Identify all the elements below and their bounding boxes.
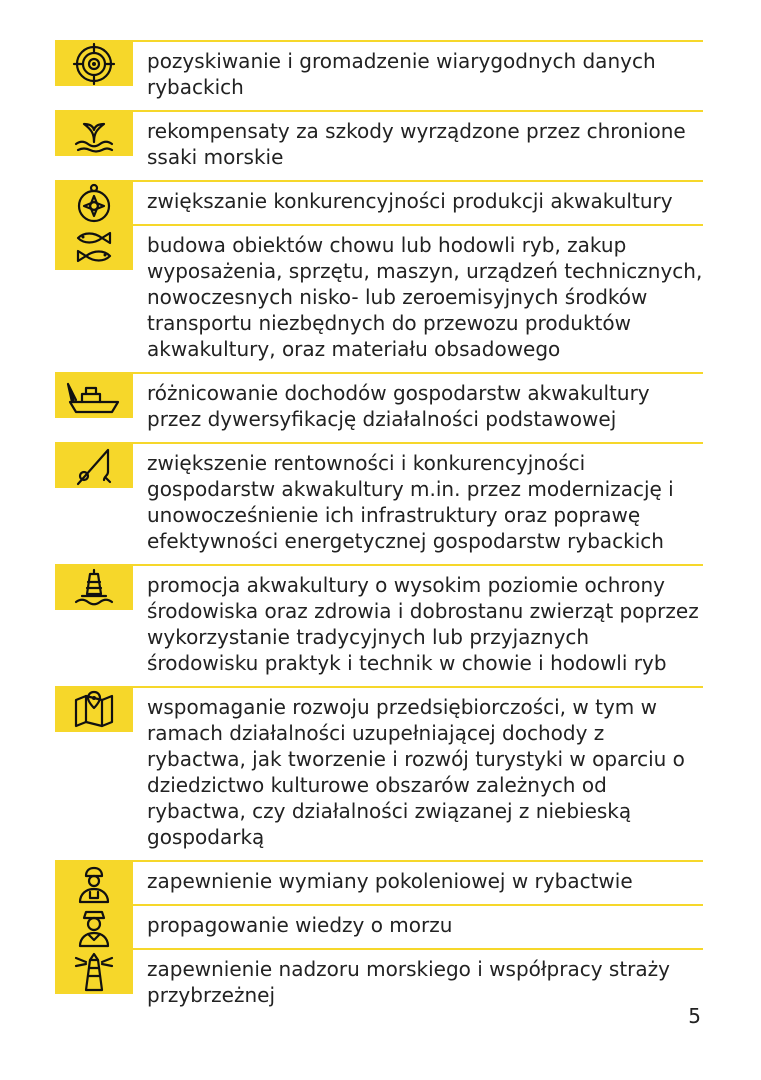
icon-box [55,226,133,270]
icon-box [55,688,133,732]
item-text: zapewnienie nadzoru morskiego i współpracy straży przybrzeżnej [147,957,670,1007]
icon-box [55,374,133,418]
fishing-rod-icon [72,444,116,488]
icon-box [55,182,133,226]
item-text: wspomaganie rozwoju przedsiębiorczości, w tym w ramach działalności uzupełniającej dochody z rybactwa, jak tworzenie i rozwój turystyki w oparciu o dziedzictwo kulturowe obszarów zależnych od rybactwa, czy działalności związanej z niebieską gospodarką [147,695,685,849]
item-text: pozyskiwanie i gromadzenie wiarygodnych danych rybackich [147,49,656,99]
list-item [55,224,703,368]
item-text: rekompensaty za szkody wyrządzone przez chronione ssaki morskie [147,119,686,169]
compass-icon [72,182,116,226]
item-text: promocja akwakultury o wysokim poziomie ochrony środowiska oraz zdrowia i dobrostanu zwierząt poprzez wykorzystanie tradycyjnych lub przyjaznych środowisku praktyk i technik w chowie i hodowli ryb [147,573,699,675]
icon-box [55,42,133,86]
list-item [55,442,703,560]
list-item [55,948,703,1014]
whale-tail-icon [72,112,116,156]
list-item [55,110,703,176]
icon-box [55,444,133,488]
item-text: zwiększenie rentowności i konkurencyjności gospodarstw akwakultury m.in. przez modernizację i unowocześnienie ich infrastruktury oraz poprawę efektywności energetycznej gospodarstw rybackich [147,451,674,553]
item-text: budowa obiektów chowu lub hodowli ryb, zakup wyposażenia, sprzętu, maszyn, urządzeń technicznych, nowoczesnych nisko- lub zeroemisyjnych środków transportu niezbędnych do przewozu produktów akwakultury, oraz materiału obsadowego [147,233,703,361]
target-icon [72,42,116,86]
fish-icon [72,226,116,270]
list-item [55,40,703,106]
icon-box [55,862,133,906]
boat-icon [64,374,124,418]
list-item [55,860,703,900]
fisherman-icon [72,862,116,906]
page-number: 5 [688,1004,701,1028]
objectives-list [55,40,703,1014]
icon-box [55,112,133,156]
list-item [55,686,703,856]
lighthouse-icon [72,950,116,994]
icon-box [55,950,133,994]
icon-box [55,906,133,950]
item-text: propagowanie wiedzy o morzu [147,913,453,937]
list-item [55,372,703,438]
item-text: zwiększanie konkurencyjności produkcji akwakultury [147,189,673,213]
list-item [55,564,703,682]
buoy-icon [72,566,116,610]
item-text: zapewnienie wymiany pokoleniowej w rybactwie [147,869,633,893]
item-text: różnicowanie dochodów gospodarstw akwakultury przez dywersyfikację działalności podstawowej [147,381,650,431]
list-item [55,904,703,944]
map-icon [72,688,116,732]
icon-box [55,566,133,610]
sailor-icon [72,906,116,950]
list-item [55,180,703,220]
